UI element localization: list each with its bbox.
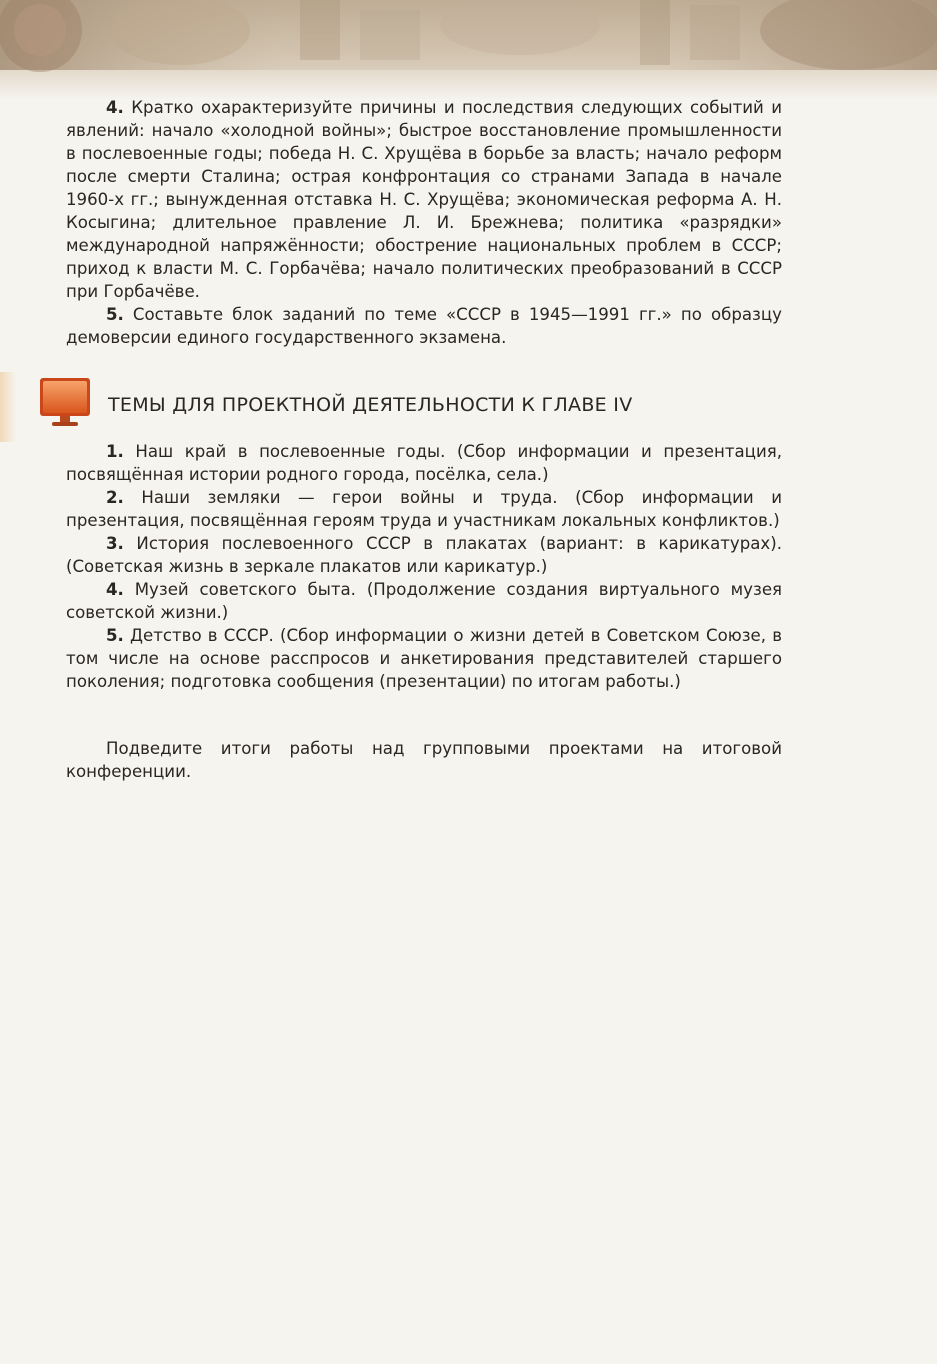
task-item: [66, 96, 782, 303]
section-title: ТЕМЫ ДЛЯ ПРОЕКТНОЙ ДЕЯТЕЛЬНОСТИ К ГЛАВЕ IV: [108, 394, 633, 416]
monitor-icon: [38, 376, 92, 428]
project-text: Наш край в послевоенные годы. (Сбор информации и презентация, посвящённая истории родного города, посёлка, села.): [66, 442, 782, 484]
task-number: 5.: [106, 305, 124, 324]
project-text: Музей советского быта. (Продолжение создания виртуального музея советской жизни.): [66, 580, 783, 622]
conclusion-block: [66, 737, 782, 783]
project-number: 1.: [106, 442, 124, 461]
project-item: [66, 578, 782, 624]
project-text: Наши земляки — герои войны и труда. (Сбор информации и презентация, посвящённая героям труда и участникам локальных конфликтов.): [66, 488, 782, 530]
project-item: [66, 532, 782, 578]
task-text: Составьте блок заданий по теме «СССР в 1945—1991 гг.» по образцу демоверсии единого государственного экзамена.: [66, 305, 782, 347]
banner-illustration: [0, 0, 937, 100]
project-number: 3.: [106, 534, 124, 553]
project-item: [66, 624, 782, 693]
project-topics-heading: [38, 376, 758, 428]
project-topics-list: [66, 440, 782, 693]
decorative-banner: [0, 0, 937, 100]
section-side-marker: [0, 372, 16, 442]
project-number: 5.: [106, 626, 124, 645]
project-text: Детство в СССР. (Сбор информации о жизни детей в Советском Союзе, в том числе на основе расспросов и анкетирования представителей старшего поколения; подготовка сообщения (презентации) по итогам работы.): [66, 626, 782, 691]
project-item: [66, 440, 782, 486]
project-number: 2.: [106, 488, 124, 507]
project-item: [66, 486, 782, 532]
conclusion-text: Подведите итоги работы над групповыми проектами на итоговой конференции.: [66, 739, 782, 781]
review-tasks: [66, 96, 782, 349]
project-text: История послевоенного СССР в плакатах (вариант: в карикатурах). (Советская жизнь в зеркале плакатов или карикатур.): [66, 534, 782, 576]
task-text: Кратко охарактеризуйте причины и последствия следующих событий и явлений: начало «холодной войны»; быстрое восстановление промышленности в послевоенные годы; победа Н. С. Хрущёва в борьбе за власть; начало реформ после смерти Сталина; острая конфронтация со странами Запада в начале 1960-х гг.; вынужденная отставка Н. С. Хрущёва; экономическая реформа А. Н. Косыгина; длительное правление Л. И. Брежнева; политика «разрядки» международной напряжённости; обострение национальных проблем в СССР; приход к власти М. С. Горбачёва; начало политических преобразований в СССР при Горбачёве.: [66, 98, 782, 301]
project-number: 4.: [106, 580, 124, 599]
task-item: [66, 303, 782, 349]
task-number: 4.: [106, 98, 124, 117]
